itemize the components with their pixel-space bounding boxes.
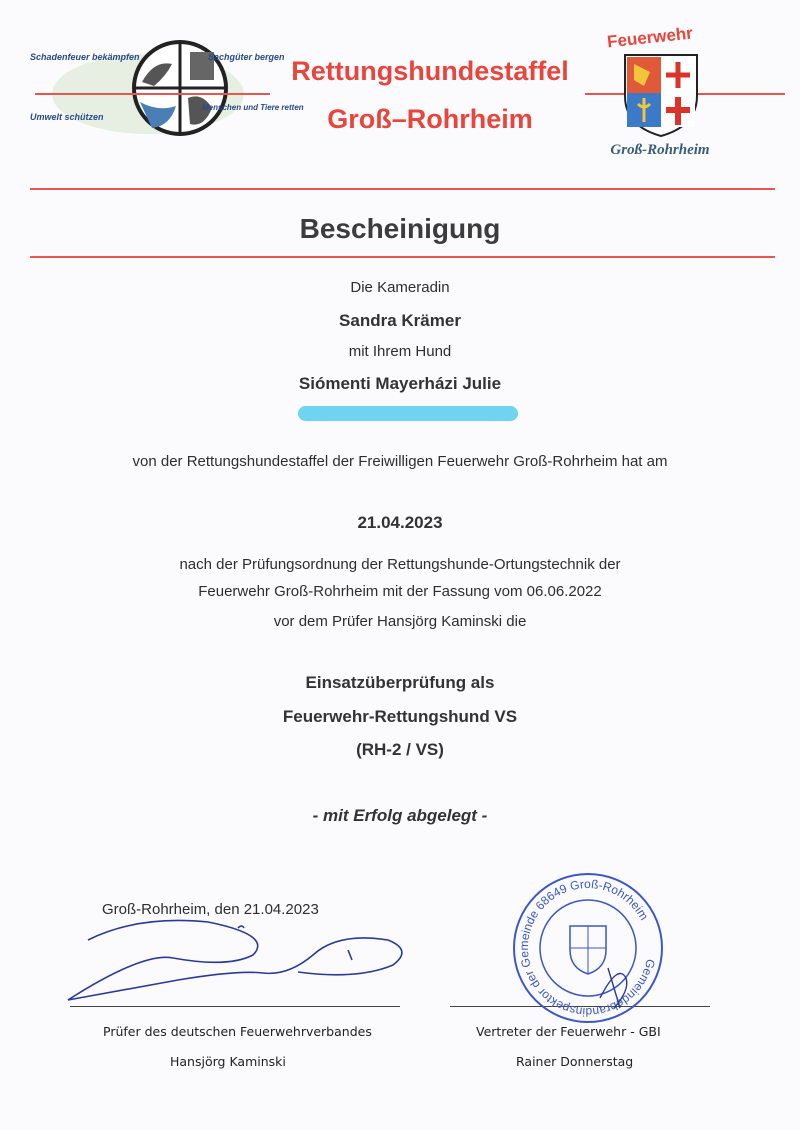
coat-of-arms-town: Groß-Rohrheim — [610, 142, 710, 158]
with-dog-text: mit Ihrem Hund — [348, 343, 452, 360]
coat-of-arms-icon — [622, 52, 700, 138]
header-rule-left — [35, 93, 270, 95]
result-text: - mit Erfolg abgelegt - — [312, 806, 488, 825]
intro-text: Die Kameradin — [350, 279, 450, 296]
fire-brigade-emblem — [30, 38, 304, 146]
examiner-signature — [58, 910, 418, 1010]
certifier-line: von der Rettungshundestaffel der Freiwilligen Feuerwehr Groß-Rohrheim hat am — [132, 453, 668, 470]
emblem-text-q4: Menschen und Tiere retten — [202, 103, 304, 112]
fire-dept-arc-text: Feuerwehr — [606, 23, 694, 52]
rules-line-2: Feuerwehr Groß-Rohrheim mit der Fassung vom 06.06.2022 — [198, 583, 602, 600]
signature-line-left — [70, 1006, 400, 1007]
redaction-bar — [298, 406, 518, 421]
person-name: Sandra Krämer — [339, 311, 461, 330]
header-title-line2: Groß–Rohrheim — [327, 104, 533, 134]
emblem-text-q2: Sachgüter bergen — [208, 52, 285, 62]
qualification-line-2: Feuerwehr-Rettungshund VS — [282, 707, 518, 726]
left-signatory-name: Hansjörg Kaminski — [170, 1054, 286, 1069]
rules-line-1: nach der Prüfungsordnung der Rettungshunde-Ortungstechnik der — [179, 556, 621, 573]
certificate-heading: Bescheinigung — [299, 213, 501, 244]
dog-name: Sióm​enti Mayerházi Julie — [298, 374, 502, 393]
qualification-line-3: (RH-2 / VS) — [356, 740, 444, 759]
stamp-ring-text: Gemeindebrandinspektor der Gemeinde 68649 Groß-Rohrheim — [516, 876, 658, 1020]
right-signatory-name: Rainer Donnerstag — [516, 1054, 634, 1069]
header-title-line1: Rettungshundestaffel — [291, 56, 569, 86]
place-date: Groß-Rohrheim, den 21.04.2023 — [102, 901, 319, 918]
qualification-line-1: Einsatzüberprüfung als — [305, 673, 495, 692]
emblem-text-q1: Schadenfeuer bekämpfen — [30, 52, 140, 62]
heading-rule-bottom — [30, 256, 775, 258]
emblem-text-q3: Umwelt schützen — [30, 112, 104, 122]
left-signatory-role: Prüfer des deutschen Feuerwehrverbandes — [103, 1024, 372, 1039]
exam-date: 21.04.2023 — [357, 513, 443, 532]
heading-rule-top — [30, 188, 775, 190]
official-stamp — [508, 868, 668, 1028]
examiner-line: vor dem Prüfer Hansjörg Kaminski die — [273, 613, 527, 630]
right-signatory-role: Vertreter der Feuerwehr - GBI — [476, 1024, 661, 1039]
